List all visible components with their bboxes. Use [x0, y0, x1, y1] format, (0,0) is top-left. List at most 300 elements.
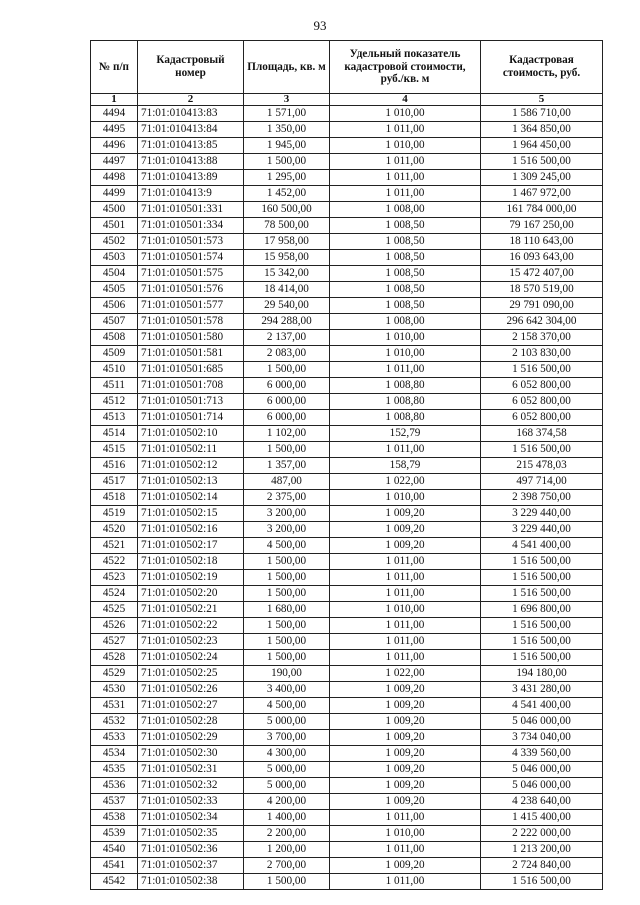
area-cell: 3 400,00	[244, 682, 330, 698]
table-row	[91, 122, 603, 138]
specific-value-cell: 1 010,00	[330, 490, 481, 506]
area-cell: 5 000,00	[244, 714, 330, 730]
row-number-cell: 4534	[91, 746, 138, 762]
table-row	[91, 202, 603, 218]
column-number: 3	[244, 94, 330, 106]
row-number-cell: 4537	[91, 794, 138, 810]
table-row	[91, 602, 603, 618]
cadastral-value-cell: 3 431 280,00	[481, 682, 603, 698]
cadastral-value-cell: 2 103 830,00	[481, 346, 603, 362]
cadastral-value-cell: 1 516 500,00	[481, 650, 603, 666]
row-number-cell: 4502	[91, 234, 138, 250]
area-cell: 2 083,00	[244, 346, 330, 362]
cadastral-value-cell: 4 541 400,00	[481, 698, 603, 714]
cadastral-value-cell: 1 964 450,00	[481, 138, 603, 154]
area-cell: 1 350,00	[244, 122, 330, 138]
area-cell: 6 000,00	[244, 394, 330, 410]
cadastral-number-cell: 71:01:010502:35	[138, 826, 244, 842]
table-row	[91, 426, 603, 442]
table-row	[91, 762, 603, 778]
area-cell: 78 500,00	[244, 218, 330, 234]
cadastral-value-cell: 5 046 000,00	[481, 762, 603, 778]
table-row	[91, 346, 603, 362]
table-row	[91, 186, 603, 202]
row-number-cell: 4504	[91, 266, 138, 282]
specific-value-cell: 1 010,00	[330, 826, 481, 842]
table-row	[91, 730, 603, 746]
cadastral-number-cell: 71:01:010413:9	[138, 186, 244, 202]
cadastral-value-cell: 1 415 400,00	[481, 810, 603, 826]
cadastral-number-cell: 71:01:010501:578	[138, 314, 244, 330]
row-number-cell: 4506	[91, 298, 138, 314]
area-cell: 1 500,00	[244, 362, 330, 378]
specific-value-cell: 1 011,00	[330, 650, 481, 666]
table-row	[91, 442, 603, 458]
specific-value-cell: 1 009,20	[330, 522, 481, 538]
table-row	[91, 586, 603, 602]
table-row	[91, 138, 603, 154]
cadastral-number-cell: 71:01:010501:575	[138, 266, 244, 282]
cadastral-value-cell: 6 052 800,00	[481, 410, 603, 426]
cadastral-number-cell: 71:01:010501:577	[138, 298, 244, 314]
specific-value-cell: 1 008,50	[330, 250, 481, 266]
area-cell: 6 000,00	[244, 378, 330, 394]
row-number-cell: 4533	[91, 730, 138, 746]
table-row	[91, 698, 603, 714]
table-row	[91, 810, 603, 826]
page-number: 93	[313, 18, 327, 33]
column-number: 1	[91, 94, 138, 106]
cadastral-value-cell: 6 052 800,00	[481, 394, 603, 410]
cadastral-number-cell: 71:01:010502:20	[138, 586, 244, 602]
area-cell: 3 200,00	[244, 506, 330, 522]
cadastral-value-cell: 1 364 850,00	[481, 122, 603, 138]
area-cell: 1 102,00	[244, 426, 330, 442]
area-cell: 4 500,00	[244, 538, 330, 554]
area-cell: 2 375,00	[244, 490, 330, 506]
cadastral-number-cell: 71:01:010501:331	[138, 202, 244, 218]
cadastral-number-cell: 71:01:010502:22	[138, 618, 244, 634]
row-number-cell: 4503	[91, 250, 138, 266]
table-row	[91, 554, 603, 570]
area-cell: 4 200,00	[244, 794, 330, 810]
row-number-cell: 4508	[91, 330, 138, 346]
specific-value-cell: 1 011,00	[330, 362, 481, 378]
row-number-cell: 4510	[91, 362, 138, 378]
cadastral-number-cell: 71:01:010502:37	[138, 858, 244, 874]
header-row	[91, 41, 603, 94]
row-number-cell: 4531	[91, 698, 138, 714]
cadastral-value-cell: 1 213 200,00	[481, 842, 603, 858]
specific-value-cell: 1 008,00	[330, 202, 481, 218]
cadastral-value-cell: 1 516 500,00	[481, 570, 603, 586]
cadastral-value-cell: 168 374,58	[481, 426, 603, 442]
row-number-cell: 4495	[91, 122, 138, 138]
cadastral-value-cell: 1 586 710,00	[481, 106, 603, 122]
table-row	[91, 282, 603, 298]
specific-value-cell: 158,79	[330, 458, 481, 474]
table-row	[91, 794, 603, 810]
cadastral-number-cell: 71:01:010502:29	[138, 730, 244, 746]
cadastral-number-cell: 71:01:010502:21	[138, 602, 244, 618]
area-cell: 294 288,00	[244, 314, 330, 330]
cadastral-number-cell: 71:01:010501:576	[138, 282, 244, 298]
area-cell: 1 500,00	[244, 618, 330, 634]
row-number-cell: 4524	[91, 586, 138, 602]
cadastral-number-cell: 71:01:010502:38	[138, 874, 244, 890]
area-cell: 1 500,00	[244, 554, 330, 570]
cadastral-number-cell: 71:01:010501:574	[138, 250, 244, 266]
table-row	[91, 314, 603, 330]
cadastral-value-cell: 2 222 000,00	[481, 826, 603, 842]
row-number-cell: 4521	[91, 538, 138, 554]
cadastral-number-cell: 71:01:010502:36	[138, 842, 244, 858]
table-row	[91, 490, 603, 506]
cadastral-value-cell: 194 180,00	[481, 666, 603, 682]
area-cell: 6 000,00	[244, 410, 330, 426]
table-row	[91, 858, 603, 874]
area-cell: 2 137,00	[244, 330, 330, 346]
specific-value-cell: 1 010,00	[330, 346, 481, 362]
row-number-cell: 4542	[91, 874, 138, 890]
cadastral-value-cell: 1 516 500,00	[481, 362, 603, 378]
cadastral-number-cell: 71:01:010413:83	[138, 106, 244, 122]
area-cell: 160 500,00	[244, 202, 330, 218]
area-cell: 2 200,00	[244, 826, 330, 842]
cadastral-value-cell: 161 784 000,00	[481, 202, 603, 218]
cadastral-number-cell: 71:01:010413:85	[138, 138, 244, 154]
cadastral-number-cell: 71:01:010502:14	[138, 490, 244, 506]
row-number-cell: 4538	[91, 810, 138, 826]
cadastral-number-cell: 71:01:010413:89	[138, 170, 244, 186]
specific-value-cell: 1 009,20	[330, 794, 481, 810]
table-row	[91, 714, 603, 730]
cadastral-number-cell: 71:01:010501:334	[138, 218, 244, 234]
area-cell: 1 357,00	[244, 458, 330, 474]
row-number-cell: 4509	[91, 346, 138, 362]
header-cadastral-value: Кадастровая стоимость, руб.	[481, 41, 603, 94]
cadastral-value-cell: 15 472 407,00	[481, 266, 603, 282]
area-cell: 15 958,00	[244, 250, 330, 266]
table-row	[91, 778, 603, 794]
specific-value-cell: 152,79	[330, 426, 481, 442]
row-number-cell: 4512	[91, 394, 138, 410]
specific-value-cell: 1 011,00	[330, 154, 481, 170]
table-row	[91, 826, 603, 842]
specific-value-cell: 1 010,00	[330, 602, 481, 618]
specific-value-cell: 1 009,20	[330, 778, 481, 794]
table-row	[91, 266, 603, 282]
specific-value-cell: 1 010,00	[330, 106, 481, 122]
row-number-cell: 4539	[91, 826, 138, 842]
cadastral-value-cell: 1 467 972,00	[481, 186, 603, 202]
specific-value-cell: 1 022,00	[330, 666, 481, 682]
cadastral-number-cell: 71:01:010502:31	[138, 762, 244, 778]
specific-value-cell: 1 009,20	[330, 538, 481, 554]
row-number-cell: 4517	[91, 474, 138, 490]
cadastral-value-cell: 3 229 440,00	[481, 522, 603, 538]
cadastral-number-cell: 71:01:010501:713	[138, 394, 244, 410]
cadastral-value-cell: 3 734 040,00	[481, 730, 603, 746]
table-body	[91, 106, 603, 890]
cadastral-number-cell: 71:01:010502:16	[138, 522, 244, 538]
row-number-cell: 4515	[91, 442, 138, 458]
cadastral-number-cell: 71:01:010502:18	[138, 554, 244, 570]
table-row	[91, 538, 603, 554]
row-number-cell: 4540	[91, 842, 138, 858]
table-row	[91, 666, 603, 682]
cadastral-value-cell: 1 516 500,00	[481, 442, 603, 458]
area-cell: 18 414,00	[244, 282, 330, 298]
cadastral-number-cell: 71:01:010502:30	[138, 746, 244, 762]
specific-value-cell: 1 010,00	[330, 138, 481, 154]
cadastral-number-cell: 71:01:010502:17	[138, 538, 244, 554]
table-row	[91, 682, 603, 698]
area-cell: 5 000,00	[244, 762, 330, 778]
specific-value-cell: 1 008,80	[330, 394, 481, 410]
cadastral-value-cell: 1 696 800,00	[481, 602, 603, 618]
area-cell: 3 700,00	[244, 730, 330, 746]
area-cell: 1 500,00	[244, 570, 330, 586]
row-number-cell: 4507	[91, 314, 138, 330]
table-row	[91, 474, 603, 490]
specific-value-cell: 1 008,50	[330, 266, 481, 282]
area-cell: 1 452,00	[244, 186, 330, 202]
specific-value-cell: 1 011,00	[330, 842, 481, 858]
cadastral-value-cell: 4 238 640,00	[481, 794, 603, 810]
area-cell: 1 500,00	[244, 442, 330, 458]
cadastral-value-cell: 1 516 500,00	[481, 586, 603, 602]
table-row	[91, 250, 603, 266]
table-row	[91, 298, 603, 314]
row-number-cell: 4519	[91, 506, 138, 522]
table-row	[91, 522, 603, 538]
row-number-cell: 4522	[91, 554, 138, 570]
cadastral-value-cell: 1 516 500,00	[481, 634, 603, 650]
area-cell: 4 500,00	[244, 698, 330, 714]
column-number-row	[91, 94, 603, 106]
specific-value-cell: 1 022,00	[330, 474, 481, 490]
area-cell: 2 700,00	[244, 858, 330, 874]
row-number-cell: 4520	[91, 522, 138, 538]
cadastral-value-cell: 18 570 519,00	[481, 282, 603, 298]
specific-value-cell: 1 011,00	[330, 618, 481, 634]
area-cell: 17 958,00	[244, 234, 330, 250]
cadastral-number-cell: 71:01:010413:84	[138, 122, 244, 138]
column-number: 5	[481, 94, 603, 106]
cadastral-number-cell: 71:01:010501:714	[138, 410, 244, 426]
table-row	[91, 506, 603, 522]
area-cell: 190,00	[244, 666, 330, 682]
cadastral-value-cell: 2 158 370,00	[481, 330, 603, 346]
table-row	[91, 362, 603, 378]
cadastral-value-cell: 1 516 500,00	[481, 154, 603, 170]
row-number-cell: 4536	[91, 778, 138, 794]
cadastral-number-cell: 71:01:010502:25	[138, 666, 244, 682]
row-number-cell: 4494	[91, 106, 138, 122]
specific-value-cell: 1 011,00	[330, 122, 481, 138]
column-number: 4	[330, 94, 481, 106]
cadastral-value-cell: 1 309 245,00	[481, 170, 603, 186]
table-row	[91, 394, 603, 410]
area-cell: 1 200,00	[244, 842, 330, 858]
table-row	[91, 842, 603, 858]
cadastral-number-cell: 71:01:010502:32	[138, 778, 244, 794]
cadastral-number-cell: 71:01:010502:33	[138, 794, 244, 810]
cadastral-value-cell: 4 541 400,00	[481, 538, 603, 554]
specific-value-cell: 1 009,20	[330, 730, 481, 746]
row-number-cell: 4523	[91, 570, 138, 586]
cadastral-number-cell: 71:01:010502:13	[138, 474, 244, 490]
cadastral-value-cell: 79 167 250,00	[481, 218, 603, 234]
cadastral-number-cell: 71:01:010501:708	[138, 378, 244, 394]
cadastral-value-cell: 497 714,00	[481, 474, 603, 490]
cadastral-value-cell: 5 046 000,00	[481, 778, 603, 794]
cadastral-value-cell: 1 516 500,00	[481, 618, 603, 634]
header-specific-value: Удельный показатель кадастровой стоимости, руб./кв. м	[330, 41, 481, 94]
specific-value-cell: 1 009,20	[330, 506, 481, 522]
row-number-cell: 4525	[91, 602, 138, 618]
cadastral-number-cell: 71:01:010501:573	[138, 234, 244, 250]
specific-value-cell: 1 011,00	[330, 586, 481, 602]
area-cell: 1 400,00	[244, 810, 330, 826]
cadastral-number-cell: 71:01:010413:88	[138, 154, 244, 170]
cadastral-number-cell: 71:01:010502:34	[138, 810, 244, 826]
specific-value-cell: 1 008,80	[330, 378, 481, 394]
table-row	[91, 874, 603, 890]
table-row	[91, 634, 603, 650]
specific-value-cell: 1 009,20	[330, 746, 481, 762]
area-cell: 1 571,00	[244, 106, 330, 122]
table-row	[91, 234, 603, 250]
cadastral-number-cell: 71:01:010502:19	[138, 570, 244, 586]
specific-value-cell: 1 011,00	[330, 554, 481, 570]
header-cadastral-number: Кадастровый номер	[138, 41, 244, 94]
specific-value-cell: 1 011,00	[330, 442, 481, 458]
area-cell: 1 500,00	[244, 586, 330, 602]
cadastral-number-cell: 71:01:010502:10	[138, 426, 244, 442]
cadastral-value-cell: 1 516 500,00	[481, 874, 603, 890]
specific-value-cell: 1 011,00	[330, 810, 481, 826]
row-number-cell: 4513	[91, 410, 138, 426]
table-row	[91, 570, 603, 586]
header-row-number: № п/п	[91, 41, 138, 94]
specific-value-cell: 1 009,20	[330, 682, 481, 698]
cadastral-number-cell: 71:01:010502:27	[138, 698, 244, 714]
area-cell: 1 295,00	[244, 170, 330, 186]
area-cell: 1 500,00	[244, 634, 330, 650]
cadastral-value-cell: 29 791 090,00	[481, 298, 603, 314]
row-number-cell: 4529	[91, 666, 138, 682]
cadastral-value-cell: 2 724 840,00	[481, 858, 603, 874]
cadastral-value-cell: 1 516 500,00	[481, 554, 603, 570]
table-row	[91, 618, 603, 634]
row-number-cell: 4532	[91, 714, 138, 730]
cadastral-value-table	[90, 40, 603, 890]
specific-value-cell: 1 011,00	[330, 170, 481, 186]
cadastral-number-cell: 71:01:010502:23	[138, 634, 244, 650]
row-number-cell: 4511	[91, 378, 138, 394]
row-number-cell: 4496	[91, 138, 138, 154]
row-number-cell: 4528	[91, 650, 138, 666]
table-row	[91, 170, 603, 186]
column-number: 2	[138, 94, 244, 106]
specific-value-cell: 1 008,80	[330, 410, 481, 426]
table-row	[91, 154, 603, 170]
area-cell: 3 200,00	[244, 522, 330, 538]
cadastral-value-cell: 3 229 440,00	[481, 506, 603, 522]
row-number-cell: 4498	[91, 170, 138, 186]
cadastral-number-cell: 71:01:010501:685	[138, 362, 244, 378]
area-cell: 4 300,00	[244, 746, 330, 762]
specific-value-cell: 1 009,20	[330, 698, 481, 714]
table-row	[91, 410, 603, 426]
cadastral-number-cell: 71:01:010502:12	[138, 458, 244, 474]
cadastral-value-cell: 4 339 560,00	[481, 746, 603, 762]
row-number-cell: 4516	[91, 458, 138, 474]
table-row	[91, 458, 603, 474]
header-area: Площадь, кв. м	[244, 41, 330, 94]
cadastral-number-cell: 71:01:010502:11	[138, 442, 244, 458]
area-cell: 1 500,00	[244, 874, 330, 890]
cadastral-value-cell: 296 642 304,00	[481, 314, 603, 330]
cadastral-value-cell: 6 052 800,00	[481, 378, 603, 394]
specific-value-cell: 1 009,20	[330, 762, 481, 778]
specific-value-cell: 1 008,50	[330, 298, 481, 314]
area-cell: 5 000,00	[244, 778, 330, 794]
specific-value-cell: 1 010,00	[330, 330, 481, 346]
specific-value-cell: 1 008,00	[330, 314, 481, 330]
table-row	[91, 330, 603, 346]
area-cell: 15 342,00	[244, 266, 330, 282]
row-number-cell: 4527	[91, 634, 138, 650]
area-cell: 29 540,00	[244, 298, 330, 314]
row-number-cell: 4518	[91, 490, 138, 506]
area-cell: 487,00	[244, 474, 330, 490]
cadastral-number-cell: 71:01:010502:15	[138, 506, 244, 522]
specific-value-cell: 1 009,20	[330, 858, 481, 874]
table-row	[91, 746, 603, 762]
row-number-cell: 4541	[91, 858, 138, 874]
area-cell: 1 945,00	[244, 138, 330, 154]
specific-value-cell: 1 009,20	[330, 714, 481, 730]
row-number-cell: 4535	[91, 762, 138, 778]
area-cell: 1 680,00	[244, 602, 330, 618]
row-number-cell: 4514	[91, 426, 138, 442]
row-number-cell: 4526	[91, 618, 138, 634]
row-number-cell: 4530	[91, 682, 138, 698]
table-row	[91, 218, 603, 234]
cadastral-number-cell: 71:01:010502:26	[138, 682, 244, 698]
table-row	[91, 650, 603, 666]
row-number-cell: 4505	[91, 282, 138, 298]
cadastral-number-cell: 71:01:010501:580	[138, 330, 244, 346]
area-cell: 1 500,00	[244, 154, 330, 170]
cadastral-value-cell: 5 046 000,00	[481, 714, 603, 730]
cadastral-value-cell: 18 110 643,00	[481, 234, 603, 250]
table-row	[91, 378, 603, 394]
row-number-cell: 4500	[91, 202, 138, 218]
specific-value-cell: 1 008,50	[330, 234, 481, 250]
specific-value-cell: 1 008,50	[330, 218, 481, 234]
cadastral-value-cell: 16 093 643,00	[481, 250, 603, 266]
row-number-cell: 4501	[91, 218, 138, 234]
row-number-cell: 4499	[91, 186, 138, 202]
specific-value-cell: 1 011,00	[330, 186, 481, 202]
cadastral-value-cell: 2 398 750,00	[481, 490, 603, 506]
area-cell: 1 500,00	[244, 650, 330, 666]
cadastral-number-cell: 71:01:010501:581	[138, 346, 244, 362]
